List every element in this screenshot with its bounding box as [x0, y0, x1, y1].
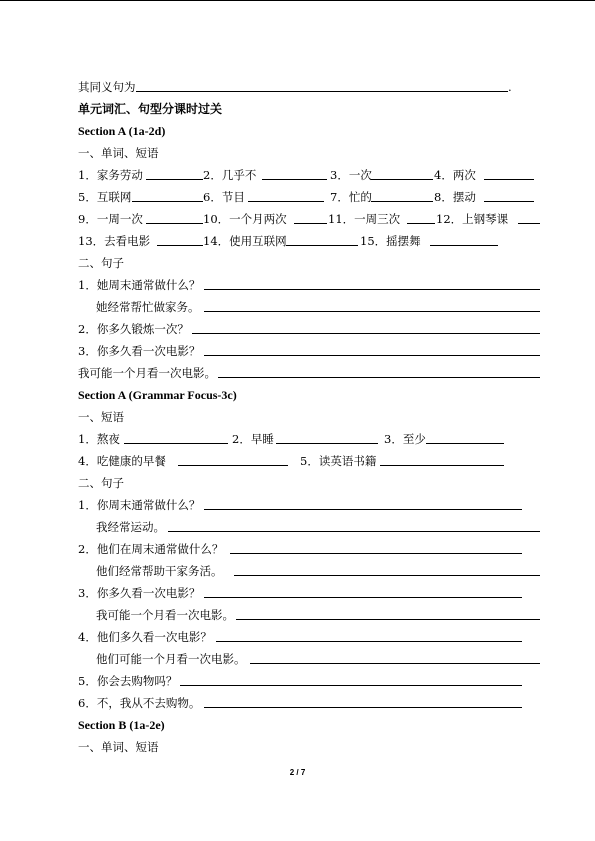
- sentence-prompt: 4．他们多久看一次电影？: [78, 630, 212, 644]
- answer-blank[interactable]: [371, 179, 433, 180]
- answer-blank[interactable]: [204, 289, 540, 290]
- answer-blank[interactable]: [430, 245, 498, 246]
- part-title-text: 二、句子: [78, 256, 124, 270]
- answer-blank[interactable]: [204, 597, 522, 598]
- answer-blank[interactable]: [371, 201, 433, 202]
- answer-blank[interactable]: [136, 91, 508, 92]
- main-heading-text: 单元词汇、句型分课时过关: [78, 102, 223, 116]
- sentence-prompt: 他们可能一个月看一次电影。: [96, 652, 246, 666]
- sentence-prompt: 3．你多久看一次电影？: [78, 586, 201, 600]
- answer-blank[interactable]: [157, 245, 203, 246]
- answer-blank[interactable]: [236, 619, 540, 620]
- answer-blank[interactable]: [276, 443, 378, 444]
- answer-blank[interactable]: [518, 223, 540, 224]
- section-a1-title: Section A (1a-2d): [78, 124, 166, 138]
- sentence-prompt: 他们经常帮助干家务活。: [96, 564, 223, 578]
- synonym-label: 其同义句为: [78, 80, 136, 94]
- vocab-item: 15．摇摆舞: [360, 234, 421, 248]
- sentence-prompt: 1．你周末通常做什么？: [78, 498, 201, 512]
- vocab-item: 9．一周一次: [78, 212, 143, 226]
- vocab-item: 11．一周三次: [328, 212, 401, 226]
- phrase-item: 2．早睡: [232, 432, 274, 446]
- section-b-title: Section B (1a-2e): [78, 718, 165, 732]
- vocab-item: 8．摆动: [434, 190, 476, 204]
- phrase-item: 5．读英语书籍: [300, 454, 377, 468]
- vocab-item: 2．几乎不: [203, 168, 257, 182]
- vocab-item: 6．节目: [203, 190, 245, 204]
- answer-blank[interactable]: [262, 179, 327, 180]
- answer-blank[interactable]: [146, 179, 203, 180]
- vocab-item: 1．家务劳动: [78, 168, 143, 182]
- answer-blank[interactable]: [234, 575, 540, 576]
- top-border: [0, 0, 595, 1]
- sentence-prompt: 2．他们在周末通常做什么？: [78, 542, 224, 556]
- answer-blank[interactable]: [204, 509, 522, 510]
- sentence-prompt: 2．你多久锻炼一次？: [78, 322, 189, 336]
- vocab-item: 7．忙的: [330, 190, 372, 204]
- sentence-prompt: 我可能一个月看一次电影。: [78, 366, 216, 380]
- part-title-text: 二、句子: [78, 476, 124, 490]
- answer-blank[interactable]: [426, 443, 504, 444]
- answer-blank[interactable]: [204, 311, 540, 312]
- answer-blank[interactable]: [204, 355, 540, 356]
- answer-blank[interactable]: [216, 641, 522, 642]
- sentence-prompt: 3．你多久看一次电影？: [78, 344, 201, 358]
- answer-blank[interactable]: [124, 443, 228, 444]
- page-number: 2 / 7: [289, 768, 306, 777]
- vocab-item: 3．一次: [330, 168, 372, 182]
- answer-blank[interactable]: [230, 553, 522, 554]
- answer-blank[interactable]: [178, 465, 288, 466]
- sentence-prompt: 5．你会去购物吗？: [78, 674, 178, 688]
- vocab-item: 5．互联网: [78, 190, 132, 204]
- answer-blank[interactable]: [192, 333, 540, 334]
- phrase-item: 3．至少: [384, 432, 426, 446]
- answer-blank[interactable]: [380, 465, 504, 466]
- vocab-item: 14．使用互联网: [203, 234, 287, 248]
- answer-blank[interactable]: [248, 201, 324, 202]
- vocab-item: 12．上钢琴课: [436, 212, 509, 226]
- answer-blank[interactable]: [132, 201, 203, 202]
- answer-blank[interactable]: [180, 685, 522, 686]
- sentence-prompt: 6．不，我从不去购物。: [78, 696, 201, 710]
- part-title-text: 一、短语: [78, 410, 124, 424]
- answer-blank[interactable]: [204, 707, 522, 708]
- part-title-text: 一、单词、短语: [78, 146, 159, 160]
- answer-blank[interactable]: [294, 223, 327, 224]
- sentence-prompt: 1．她周末通常做什么？: [78, 278, 201, 292]
- answer-blank[interactable]: [484, 201, 534, 202]
- vocab-item: 13．去看电影: [78, 234, 151, 248]
- answer-blank[interactable]: [407, 223, 435, 224]
- answer-blank[interactable]: [146, 223, 203, 224]
- answer-blank[interactable]: [286, 245, 358, 246]
- answer-blank[interactable]: [484, 179, 534, 180]
- phrase-item: 4．吃健康的早餐: [78, 454, 166, 468]
- end-period: .: [508, 80, 512, 94]
- answer-blank[interactable]: [250, 663, 540, 664]
- vocab-item: 4．两次: [434, 168, 476, 182]
- answer-blank[interactable]: [218, 377, 540, 378]
- sentence-prompt: 她经常帮忙做家务。: [96, 300, 200, 314]
- sentence-prompt: 我可能一个月看一次电影。: [96, 608, 234, 622]
- answer-blank[interactable]: [168, 531, 540, 532]
- part-title-text: 一、单词、短语: [78, 740, 159, 754]
- section-a2-title: Section A (Grammar Focus-3c): [78, 388, 237, 402]
- sentence-prompt: 我经常运动。: [96, 520, 165, 534]
- phrase-item: 1．熬夜: [78, 432, 120, 446]
- vocab-item: 10．一个月两次: [203, 212, 287, 226]
